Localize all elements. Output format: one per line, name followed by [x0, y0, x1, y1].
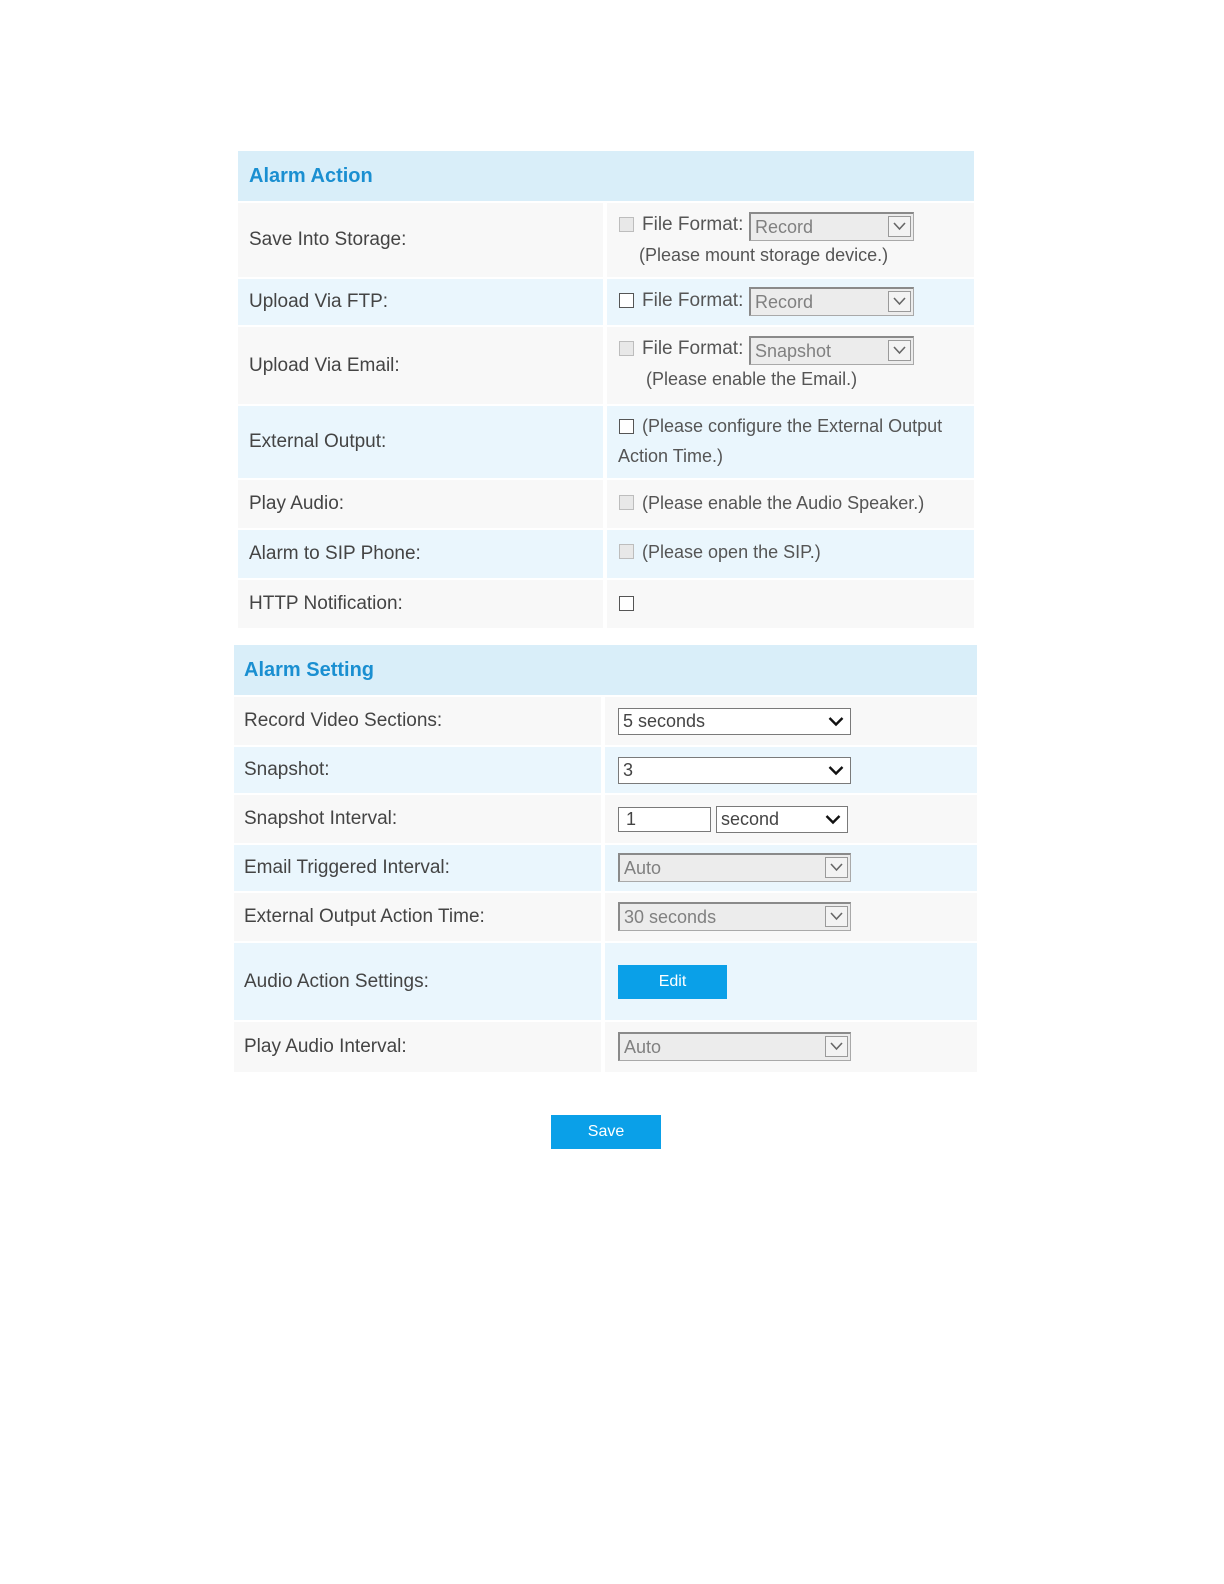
record-video-sections-label: Record Video Sections: [234, 697, 601, 745]
chevron-down-icon [888, 216, 911, 237]
play-audio-note: (Please enable the Audio Speaker.) [642, 493, 925, 513]
external-output-note-line2: Action Time.) [618, 446, 724, 466]
alarm-to-sip-phone-label: Alarm to SIP Phone: [238, 530, 603, 578]
external-output-label: External Output: [238, 406, 603, 478]
external-output-controls [607, 406, 974, 478]
upload-via-email-file-format-select[interactable]: Snapshot [749, 336, 914, 365]
chevron-down-icon [828, 765, 844, 776]
chevron-down-icon [828, 716, 844, 727]
save-button[interactable]: Save [551, 1115, 661, 1149]
play-audio-interval-select[interactable]: Auto [618, 1032, 851, 1061]
chevron-down-icon [888, 340, 911, 361]
chevron-down-icon [825, 906, 848, 927]
http-notification-label: HTTP Notification: [238, 580, 603, 628]
chevron-down-icon [825, 814, 841, 825]
save-into-storage-controls [607, 203, 974, 277]
save-into-storage-label: Save Into Storage: [238, 203, 603, 277]
save-into-storage-row [238, 203, 974, 277]
play-audio-interval-label: Play Audio Interval: [234, 1022, 601, 1072]
alarm-setting-header [234, 645, 977, 695]
play-audio-interval-controls [605, 1022, 977, 1072]
alarm-setting-title: Alarm Setting [244, 658, 375, 681]
upload-via-email-controls [607, 327, 974, 404]
snapshot-interval-row [234, 795, 977, 843]
chevron-down-icon [825, 1036, 848, 1057]
upload-via-ftp-checkbox[interactable] [619, 293, 634, 308]
upload-via-ftp-row [238, 279, 974, 325]
snapshot-interval-unit-select[interactable]: second [716, 806, 848, 833]
external-output-action-time-label: External Output Action Time: [234, 893, 601, 941]
play-audio-controls [607, 480, 974, 528]
save-into-storage-file-format-label: File Format: [642, 214, 744, 235]
chevron-down-icon [888, 291, 911, 312]
upload-via-email-checkbox[interactable] [619, 341, 634, 356]
audio-action-settings-row [234, 943, 977, 1020]
record-video-sections-select[interactable]: 5 seconds [618, 708, 851, 735]
http-notification-row [238, 580, 974, 628]
alarm-to-sip-phone-controls [607, 530, 974, 578]
upload-via-ftp-file-format-select[interactable]: Record [749, 287, 914, 316]
http-notification-checkbox[interactable] [619, 596, 634, 611]
play-audio-interval-row [234, 1022, 977, 1072]
upload-via-email-label: Upload Via Email: [238, 327, 603, 404]
email-triggered-interval-controls [605, 845, 977, 891]
audio-action-settings-label: Audio Action Settings: [234, 943, 601, 1020]
upload-via-ftp-file-format-label: File Format: [642, 290, 744, 311]
upload-via-email-note: (Please enable the Email.) [646, 369, 858, 389]
snapshot-interval-label: Snapshot Interval: [234, 795, 601, 843]
upload-via-email-file-format-label: File Format: [642, 338, 744, 359]
upload-via-ftp-label: Upload Via FTP: [238, 279, 603, 325]
alarm-action-header [238, 151, 974, 201]
external-output-action-time-select[interactable]: 30 seconds [618, 902, 851, 931]
record-video-sections-row [234, 697, 977, 745]
chevron-down-icon [825, 857, 848, 878]
external-output-action-time-controls [605, 893, 977, 941]
external-output-row [238, 406, 974, 478]
play-audio-row [238, 480, 974, 528]
alarm-to-sip-phone-checkbox[interactable] [619, 544, 634, 559]
play-audio-label: Play Audio: [238, 480, 603, 528]
email-triggered-interval-label: Email Triggered Interval: [234, 845, 601, 891]
audio-action-settings-controls [605, 943, 977, 1020]
email-triggered-interval-select[interactable]: Auto [618, 853, 851, 882]
save-into-storage-file-format-select[interactable]: Record [749, 212, 914, 241]
alarm-to-sip-phone-note: (Please open the SIP.) [642, 542, 821, 562]
snapshot-label: Snapshot: [234, 747, 601, 793]
record-video-sections-controls [605, 697, 977, 745]
play-audio-checkbox[interactable] [619, 495, 634, 510]
alarm-action-title: Alarm Action [249, 164, 373, 187]
email-triggered-interval-row [234, 845, 977, 891]
snapshot-interval-input[interactable]: 1 [618, 807, 711, 832]
save-into-storage-checkbox[interactable] [619, 217, 634, 232]
external-output-checkbox[interactable] [619, 419, 634, 434]
snapshot-interval-controls [605, 795, 977, 843]
snapshot-row [234, 747, 977, 793]
external-output-note-line1: (Please configure the External Output [642, 416, 943, 436]
http-notification-controls [607, 580, 974, 628]
save-into-storage-note: (Please mount storage device.) [639, 245, 889, 265]
edit-button[interactable]: Edit [618, 965, 727, 999]
upload-via-ftp-controls [607, 279, 974, 325]
snapshot-select[interactable]: 3 [618, 757, 851, 784]
external-output-action-time-row [234, 893, 977, 941]
snapshot-controls [605, 747, 977, 793]
upload-via-email-row [238, 327, 974, 404]
alarm-to-sip-phone-row [238, 530, 974, 578]
